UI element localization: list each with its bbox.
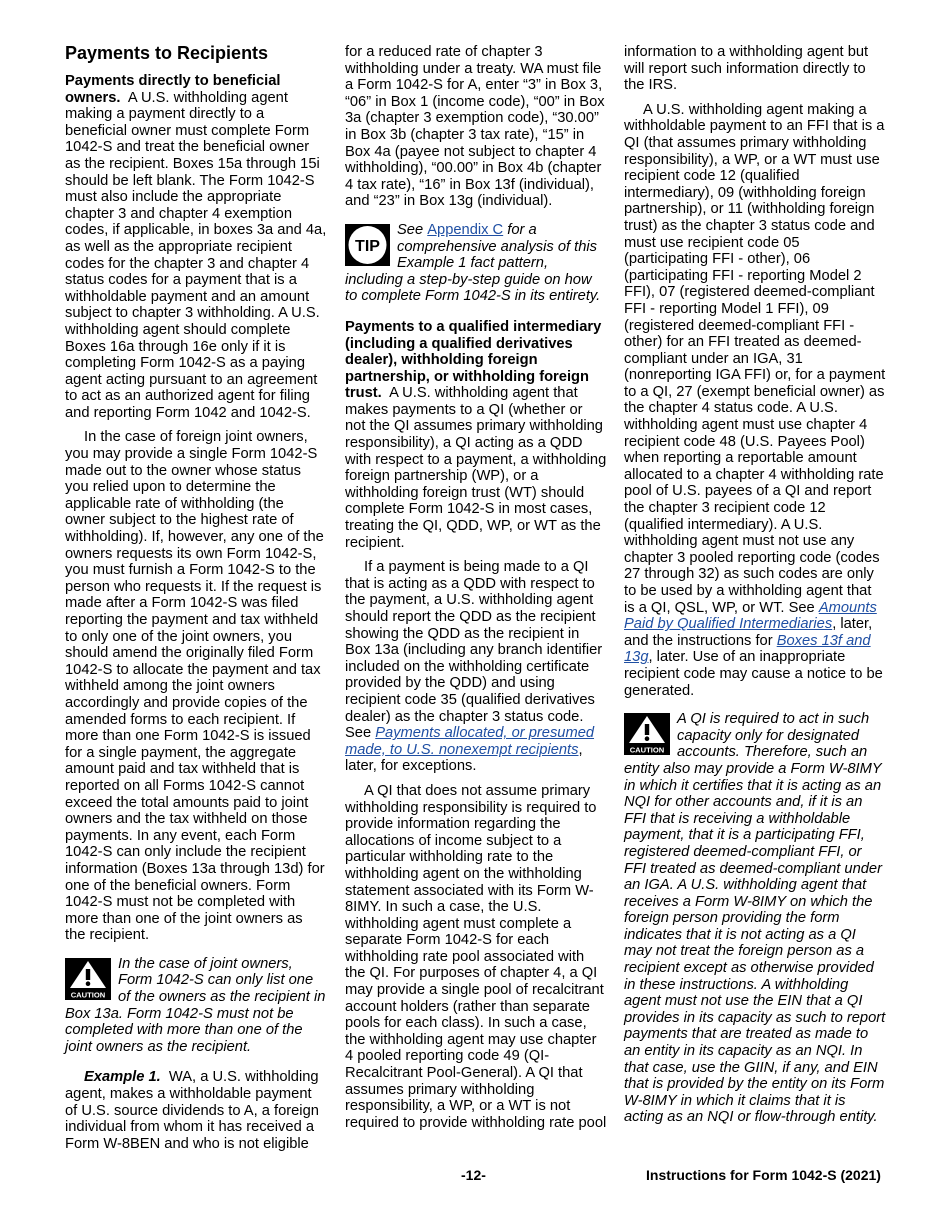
caution-icon <box>624 713 670 755</box>
column-3 <box>624 44 886 1140</box>
paragraph-beneficial-owners <box>65 73 327 421</box>
caution-label: CAUTION <box>629 745 665 755</box>
payments-allocated-link[interactable]: Payments allocated, or presumed made, to U.S. nonexempt recipients <box>345 725 595 758</box>
paragraph-qdd <box>345 559 607 775</box>
boxes-13f-13g-link[interactable]: Boxes 13f and 13g <box>624 632 871 666</box>
amounts-paid-qi-link[interactable]: Amounts Paid by Qualified Intermediaries <box>624 599 877 633</box>
caution-label: CAUTION <box>70 990 106 1000</box>
column-2 <box>345 44 607 1139</box>
tip-note <box>345 222 607 305</box>
paragraph-text: , later, and the instructions for <box>624 616 873 649</box>
tip-pre: See <box>397 221 424 238</box>
document-title: Instructions for Form 1042-S (2021) <box>646 1167 881 1183</box>
paragraph-example-continued: for a reduced rate of chapter 3 withholding under a treaty. WA must file a Form 1042-S for A, enter “3” in Box 3, “06” in Box 1 (income code), “00” in Box 3a (chapter 3 exemption code), “30.00” in Box 3b (chapter 3 tax rate), “15” in Box 4a (payee not subject to chapter 4 withholding), “00.00” in Box 4b (chapter 4 tax rate), “16” in Box 13f (individual), and “23” in Box 13g (individual). <box>345 44 605 210</box>
paragraph-text: , later, for exceptions. <box>345 741 583 775</box>
example-text: WA, a U.S. withholding agent, makes a withholdable payment of U.S. source dividends to A, a foreign individual from whom it has received a Form W-8BEN and who is not eligible <box>65 1069 319 1152</box>
caution-note-qi <box>624 711 886 1126</box>
appendix-c-link[interactable]: Appendix C <box>427 221 504 238</box>
tip-icon <box>345 224 390 266</box>
paragraph-text: If a payment is being made to a QI that is acting as a QDD with respect to the payment, a U.S. withholding agent should report the QDD as the recipient showing the QDD as the recipient in Box 13a (including any branch identifier included on the withholding certificate provided by the QDD) and using recipient code 35 (qualified derivatives dealer) as the chapter 3 status code. See <box>345 559 603 742</box>
paragraph-ffi-recipient-codes <box>624 102 886 699</box>
paragraph-joint-owners: In the case of foreign joint owners, you may provide a single Form 1042-S made out to the owner whose status you relied upon to determine the applicable rate of withholding (the owner subject to the highest rate of withholding). If, however, any one of the owners requests its own Form 1042-S, you must furnish a Form 1042-S to the person who requests it. If the request is made after a Form 1042-S was filed reporting the payment and tax withheld to only one of the joint owners, you should amend the originally filed Form 1042-S to allocate the payment and tax withheld among the joint owners accordingly and provide copies of the amended forms to each recipient. If more than one Form 1042-S is issued for a single payment, the aggregate amount paid and tax withheld that is reported on all Forms 1042-S cannot exceed the total amounts paid to joint owners and the tax withheld on those payments. In any event, each Form 1042-S can only include the recipient information (Boxes 13a through 13d) for one of the beneficial owners. Form 1042-S must not be completed with more than one of the joint owners as the recipient. <box>65 429 325 944</box>
example-label: Example 1. <box>84 1069 161 1086</box>
run-in-heading: Payments directly to beneficial owners. <box>65 73 281 106</box>
paragraph-text: A U.S. withholding agent that makes payments to a QI (whether or not the QI assumes primary withholding responsibility), a QI acting as a QDD with respect to a payment, a withholding foreign partnership (WP), or a withholding foreign trust (WT) should complete Form 1042-S in most cases, treating the QI, QDD, WP, or WT as the recipient. <box>345 385 607 551</box>
paragraph-continued: information to a withholding agent but will report such information directly to the IRS. <box>624 44 869 94</box>
caution-text: A QI is required to act in such capacity only for designated accounts. Therefore, such an entity also may provide a Form W-8IMY in which it certifies that it is acting as an NQI for other accounts and, if it is an FFI that is receiving a withholdable payment, that it is a participating FFI, registered deemed-compliant FFI, or FFI treated as deemed-compliant under an IGA. A U.S. withholding agent that receives a Form W-8IMY on which the foreign person providing the form indicates that it is not acting as a QI may not treat the foreign person as a recipient except as otherwise provided in these instructions. A withholding agent must not use the EIN that a QI provides in its capacity as such to report payments that are treated as made to an entity in its capacity as an NQI. In that case, use the GIIN, if any, and EIN that is provided by the entity on its Form W-8IMY in which it claims that it is acting as an NQI or flow-through entity. <box>624 711 886 1126</box>
paragraph-qualified-intermediary <box>345 319 607 551</box>
section-heading: Payments to Recipients <box>65 43 269 63</box>
tip-label: TIP <box>355 237 380 255</box>
caution-text: In the case of joint owners, Form 1042-S can only list one of the owners as the recipient in Box 13a. Form 1042-S must not be completed with more than one of the joint owners as the recipient. <box>65 955 326 1055</box>
tip-text: for a comprehensive analysis of this Example 1 fact pattern, including a step-by-step guide on how to complete Form 1042-S in its entirety. <box>345 221 601 305</box>
paragraph-text: A U.S. withholding agent making a withholdable payment to an FFI that is a QI (that assumes primary withholding responsibility), a WP, or a WT must use recipient code 12 (qualified intermediary), 09 (withholding foreign partnership), or 11 (withholding foreign trust) as the chapter 3 status code and must use recipient code 05 (participating FFI - other), 06 (participating FFI - reporting Model 2 FFI), 07 (registered deemed-compliant FFI - reporting Model 1 FFI), 09 (registered deemed-compliant FFI - other) for an FFI treated as deemed-compliant under an IGA, 31 (nonreporting IGA FFI) or, for a payment to a QI, 27 (exempt beneficial owner) as the chapter 4 status code. A U.S. withholding agent must use chapter 4 recipient code 48 (U.S. Payees Pool) when reporting a reportable amount allocated to a chapter 4 withholding rate pool of U.S. payees of a QI and report the chapter 3 recipient code 12 (qualified intermediary). A U.S. withholding agent must not use any chapter 3 pooled reporting code (codes 27 through 32) as such codes are only to be used by a withholding agent that is a QI, QSL, WP, or WT. See <box>624 101 886 616</box>
run-in-heading: Payments to a qualified intermediary (including a qualified derivatives dealer), withholding foreign partnership, or withholding foreign trust. <box>345 318 602 402</box>
column-1 <box>65 42 327 1160</box>
caution-icon <box>65 958 111 1000</box>
paragraph-text: A U.S. withholding agent making a payment directly to a beneficial owner must complete Form 1042-S and treat the beneficial owner as the recipient. Boxes 15a through 15i should be left blank. The Form 1042-S must also include the appropriate chapter 3 and chapter 4 exemption codes, if applicable, in boxes 3a and 4a, as well as the appropriate recipient codes for the chapter 3 and chapter 4 status codes for a payment that is a withholdable payment and an amount subject to chapter 3 withholding. A U.S. withholding agent should complete Boxes 16a through 16e only if it is completing Form 1042-S as a paying agent acting pursuant to an agreement to act as an authorized agent for filing and reporting Form 1042 and 1042-S. <box>65 89 327 421</box>
caution-note-joint-owners <box>65 956 327 1056</box>
page-number: -12- <box>461 1167 486 1183</box>
paragraph-text: , later. Use of an inappropriate recipient code may cause a notice to be generated. <box>624 649 883 699</box>
paragraph-example-1 <box>65 1069 327 1152</box>
paragraph-qi-no-primary: A QI that does not assume primary withholding responsibility is required to provide information regarding the allocations of income subject to a particular withholding rate to the withholding agent on the withholding statement associated with its Form W-8IMY. In such a case, the U.S. withholding agent must complete a separate Form 1042-S for each withholding rate pool associated with the QI. For purposes of chapter 4, a QI may provide a single pool of recalcitrant account holders (rather than separate pools for each class). In such a case, the withholding agent may use chapter 4 pooled reporting code 49 (QI-Recalcitrant Pool-General). A QI that assumes primary withholding responsibility, a WP, or a WT is not required to provide withholding rate pool <box>345 782 607 1131</box>
